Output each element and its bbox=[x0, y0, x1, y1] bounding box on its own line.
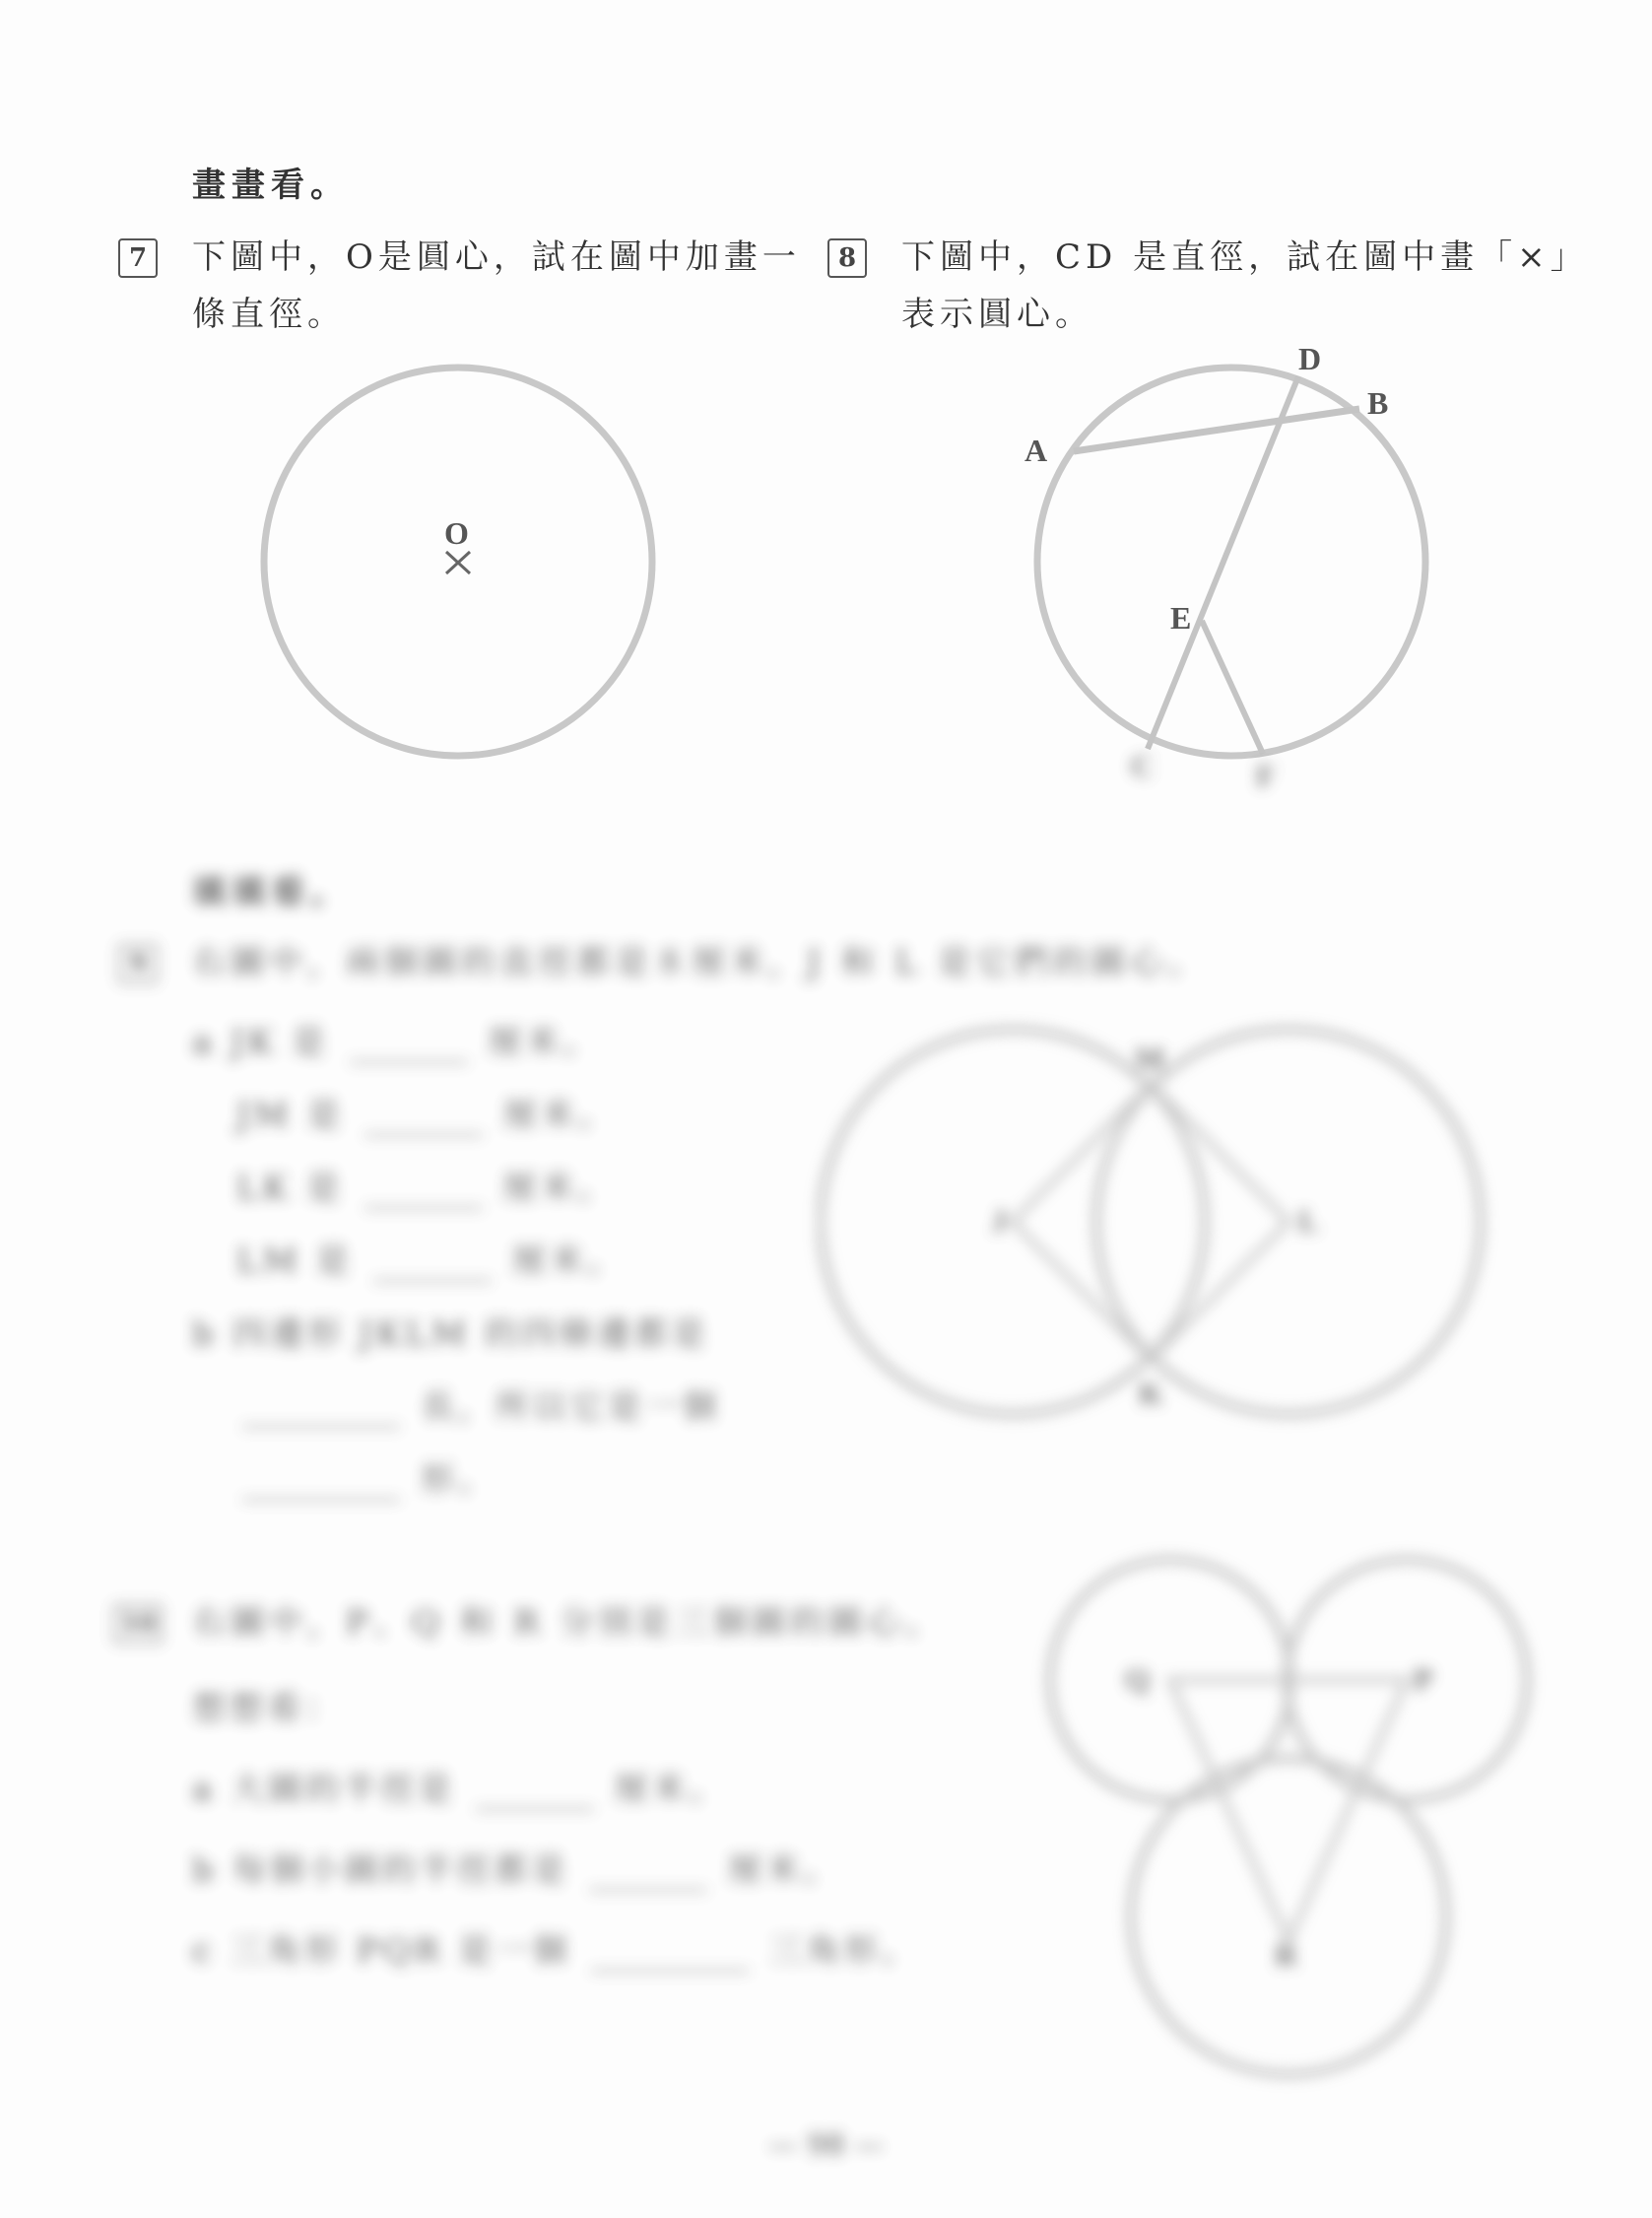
q8-number: 8 bbox=[827, 238, 867, 278]
q9-label-l: L bbox=[1298, 1203, 1320, 1239]
q8-chord-ab bbox=[1074, 409, 1359, 451]
answer-blank[interactable] bbox=[589, 1889, 707, 1891]
answer-blank[interactable] bbox=[591, 1970, 749, 1972]
q9-text: 右圖中，兩個圓的直徑都是８厘米，J 和 L 是它們的圓心。 bbox=[192, 943, 1207, 982]
q9-figure bbox=[818, 1025, 1507, 1443]
q10-label-p: P bbox=[1414, 1661, 1433, 1697]
page-number: — 98 — bbox=[767, 2128, 885, 2163]
q10-label-r: R bbox=[1275, 1937, 1298, 1973]
answer-blank[interactable] bbox=[364, 1207, 483, 1209]
q9-item-jm: JM 是 厘米。 bbox=[236, 1096, 616, 1135]
section2-heading: 填填看。 bbox=[192, 873, 350, 912]
q10-circle-r bbox=[1131, 1759, 1446, 2074]
answer-blank[interactable] bbox=[242, 1499, 400, 1501]
q8-label-a: A bbox=[1024, 433, 1048, 468]
q7-center-cross bbox=[446, 552, 470, 573]
q10-item-c: c 三角形 PQR 是一個 三角形。 bbox=[192, 1931, 919, 1971]
answer-blank[interactable] bbox=[373, 1280, 492, 1282]
q10-triangle-pqr bbox=[1170, 1680, 1407, 1941]
q8-label-f: F bbox=[1256, 758, 1276, 793]
q9-item-b: b 四邊形 JKLM 的四條邊都是 bbox=[192, 1314, 709, 1354]
answer-blank[interactable] bbox=[350, 1061, 468, 1063]
q7-figure bbox=[251, 355, 665, 773]
q10-text: 右圖中，P、Q 和 R 分別是三個圓的圓心。 bbox=[192, 1603, 944, 1643]
q9-item-b-line2: 長，所以它是一個 bbox=[236, 1379, 747, 1428]
q8-label-e: E bbox=[1170, 600, 1192, 636]
q9-label-j: J bbox=[991, 1203, 1007, 1239]
q8-text: 下圖中，CD 是直徑，試在圖中畫「×」 表示圓心。 bbox=[901, 237, 1589, 334]
q9-item-lm: LM 是 厘米。 bbox=[236, 1242, 625, 1281]
q10-number: 10 bbox=[113, 1604, 163, 1644]
q8-label-d: D bbox=[1298, 341, 1322, 376]
q10-item-a: a 大圓的半徑是 厘米。 bbox=[192, 1770, 727, 1809]
q8-figure bbox=[1005, 335, 1458, 812]
q8-line-ef bbox=[1202, 621, 1263, 754]
q10-sub: 想想看： bbox=[192, 1689, 342, 1728]
q9-item-lk: LK 是 厘米。 bbox=[236, 1169, 616, 1208]
q9-item-a-jk: a JK 是 厘米。 bbox=[192, 1023, 601, 1062]
q10-item-b: b 每個小圓的半徑都是 厘米。 bbox=[192, 1850, 841, 1890]
q9-label-k: K bbox=[1139, 1376, 1163, 1411]
q8-label-c: C bbox=[1131, 748, 1155, 783]
q9-item-b-line3: 形。 bbox=[236, 1452, 496, 1501]
q8-label-b: B bbox=[1367, 385, 1389, 421]
q7-label-o: O bbox=[444, 515, 469, 551]
q9-rhombus-jklm bbox=[1013, 1084, 1289, 1360]
q9-label-m: M bbox=[1135, 1041, 1165, 1076]
q10-figure bbox=[1034, 1547, 1547, 2103]
section1-heading: 畫畫看。 bbox=[192, 166, 350, 205]
answer-blank[interactable] bbox=[476, 1808, 594, 1810]
q7-number: 7 bbox=[118, 238, 158, 278]
answer-blank[interactable] bbox=[364, 1134, 483, 1136]
answer-blank[interactable] bbox=[242, 1426, 400, 1428]
q9-number: 9 bbox=[118, 944, 158, 983]
q7-text: 下圖中，O是圓心，試在圖中加畫一 條直徑。 bbox=[192, 237, 801, 334]
q10-label-q: Q bbox=[1125, 1661, 1150, 1697]
